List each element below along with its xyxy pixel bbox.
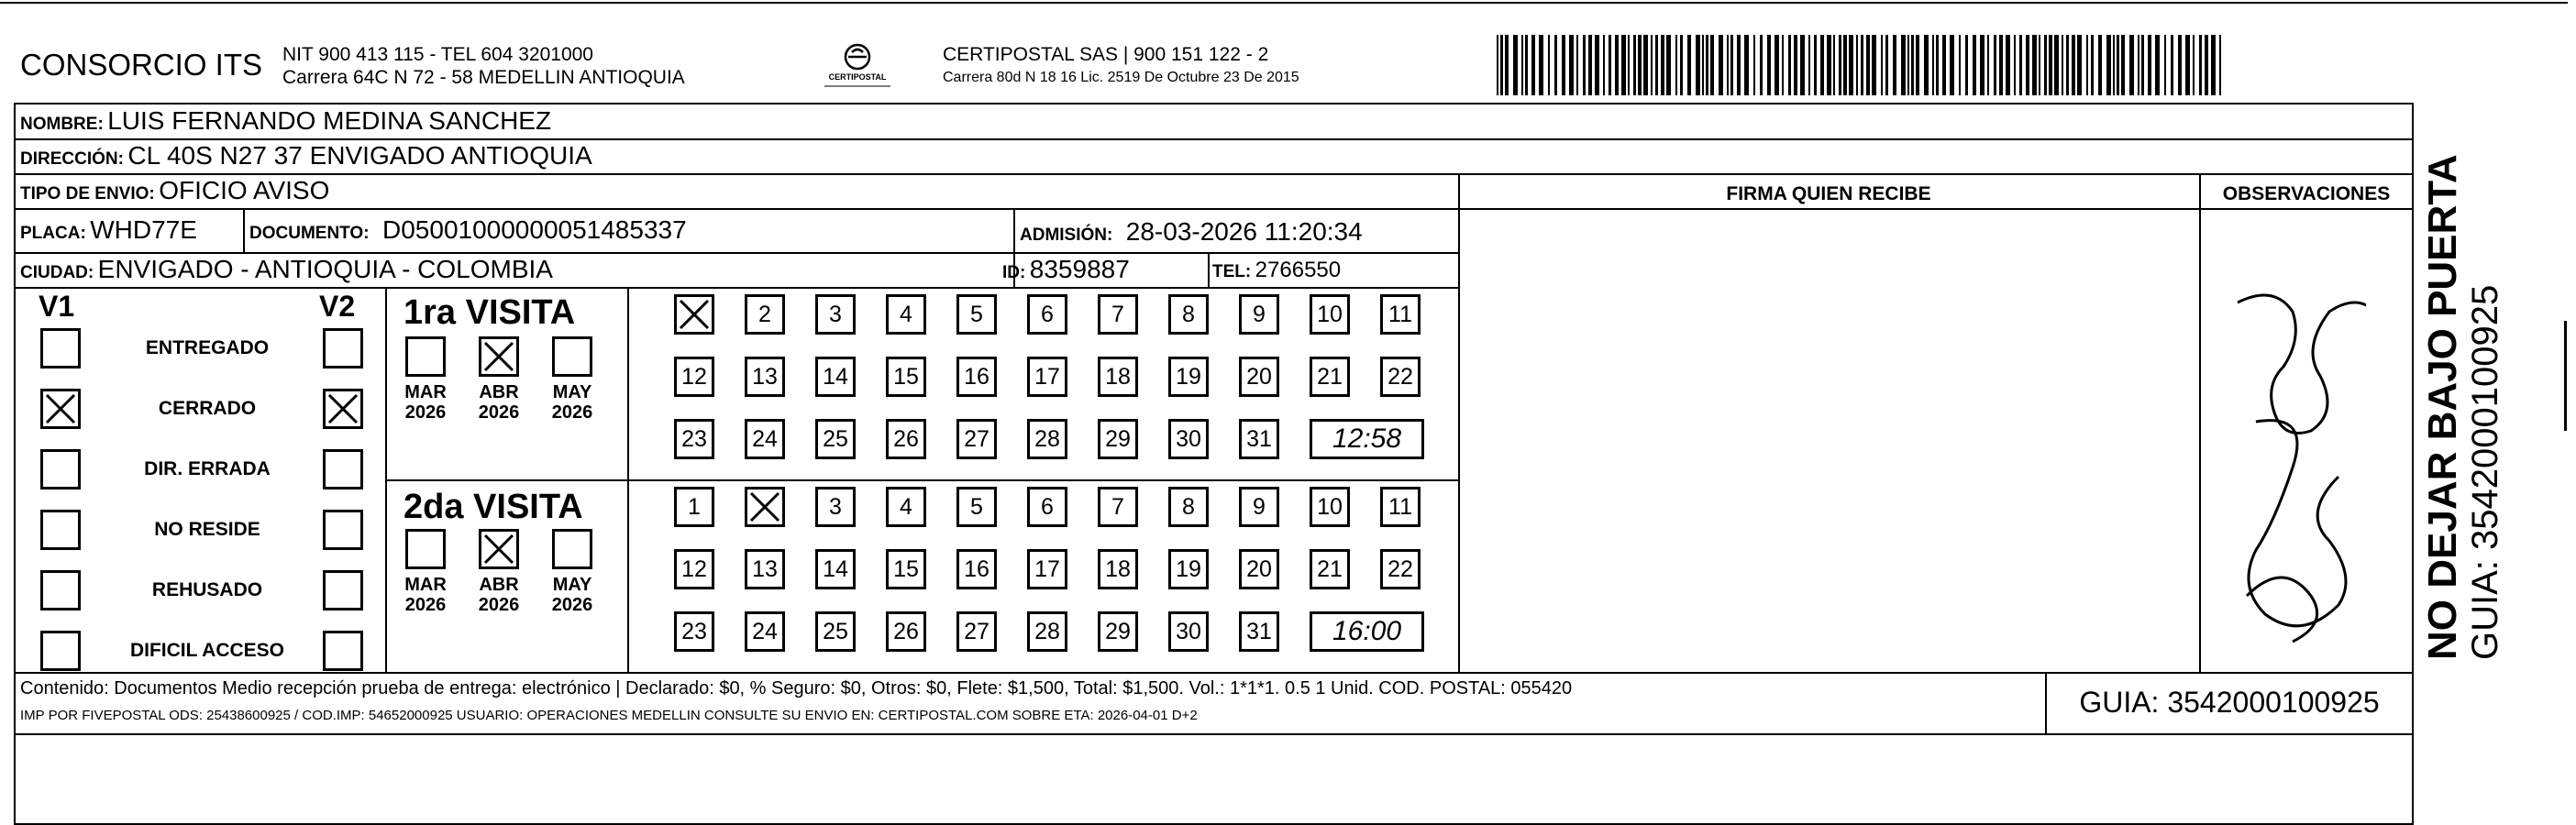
visit2-day-22[interactable]: 22 bbox=[1380, 549, 1421, 589]
visit1-month-box-0[interactable] bbox=[405, 336, 446, 377]
visit1-day-21[interactable]: 21 bbox=[1310, 357, 1350, 397]
visit2-day-28[interactable]: 28 bbox=[1027, 611, 1067, 652]
lower-frame bbox=[14, 735, 2414, 825]
status-label-4: REHUSADO bbox=[151, 579, 263, 600]
visit2-day-30[interactable]: 30 bbox=[1168, 611, 1209, 652]
ciudad-field bbox=[20, 255, 553, 284]
visit1-day-4[interactable]: 4 bbox=[886, 294, 926, 335]
visit1-day-24[interactable]: 24 bbox=[745, 419, 785, 459]
admision-field bbox=[1020, 217, 1363, 247]
visit2-title: 2da VISITA bbox=[404, 488, 583, 526]
visit1-day-7[interactable]: 7 bbox=[1098, 294, 1138, 335]
company-nit-tel: NIT 900 413 115 - TEL 604 3201000 bbox=[282, 44, 593, 65]
visit1-day-26[interactable]: 26 bbox=[886, 419, 926, 459]
visit2-day-29[interactable]: 29 bbox=[1098, 611, 1138, 652]
admision-label: ADMISIÓN: bbox=[1020, 226, 1113, 245]
visit1-day-9[interactable]: 9 bbox=[1239, 294, 1279, 335]
visit2-day-25[interactable]: 25 bbox=[815, 611, 856, 652]
ciudad-value: ENVIGADO - ANTIOQUIA - COLOMBIA bbox=[97, 255, 553, 283]
status-label-0: ENTREGADO bbox=[145, 337, 270, 358]
v2-checkbox-0[interactable] bbox=[323, 328, 363, 368]
contenido-text: Contenido: Documentos Medio recepción prueba de entrega: electrónico | Declarado: $0, % Seguro: $0, Otros: $0, Flete: $1,500, Total: $1,500. Vol.: 1*1*1. 0.5 1 Unid. COD. POSTAL: 055420 bbox=[20, 678, 1573, 698]
status-label-3: NO RESIDE bbox=[154, 519, 260, 540]
visit2-month-box-0[interactable] bbox=[405, 529, 446, 569]
visit1-month-box-1[interactable] bbox=[479, 336, 519, 377]
company-address: Carrera 64C N 72 - 58 MEDELLIN ANTIOQUIA bbox=[282, 67, 685, 88]
visit1-day-18[interactable]: 18 bbox=[1098, 357, 1138, 397]
v1-checkbox-5[interactable] bbox=[40, 631, 81, 671]
visit2-day-31[interactable]: 31 bbox=[1239, 611, 1279, 652]
observaciones-label: OBSERVACIONES bbox=[2222, 183, 2391, 204]
visit2-day-26[interactable]: 26 bbox=[886, 611, 926, 652]
visit2-day-3[interactable]: 3 bbox=[815, 487, 856, 527]
visit1-day-11[interactable]: 11 bbox=[1380, 294, 1421, 335]
v2-checkbox-2[interactable] bbox=[323, 449, 363, 490]
admision-value: 28-03-2026 11:20:34 bbox=[1125, 217, 1363, 246]
visit1-month-label-0: MAR 2026 bbox=[404, 382, 447, 423]
tel-label: TEL: bbox=[1212, 262, 1252, 281]
direccion-value: CL 40S N27 37 ENVIGADO ANTIOQUIA bbox=[127, 141, 592, 170]
visit2-month-box-1[interactable] bbox=[479, 529, 519, 569]
visit1-day-2[interactable]: 2 bbox=[745, 294, 785, 335]
visit2-month-label-1: ABR 2026 bbox=[478, 575, 520, 615]
imp-text: IMP POR FIVEPOSTAL ODS: 25438600925 / COD.IMP: 54652000925 USUARIO: OPERACIONES MEDELLIN CONSULTE SU ENVIO EN: CERTIPOSTAL.COM SOBRE ETA: 2026-04-01 D+2 bbox=[20, 708, 1198, 723]
visit1-day-30[interactable]: 30 bbox=[1168, 419, 1209, 459]
v2-checkbox-3[interactable] bbox=[323, 510, 363, 550]
tel-value: 2766550 bbox=[1255, 258, 1342, 282]
side-warning: NO DEJAR BAJO PUERTA bbox=[2420, 154, 2465, 660]
documento-field bbox=[249, 215, 687, 245]
visit2-day-13[interactable]: 13 bbox=[745, 549, 785, 589]
top-rule bbox=[0, 2, 2568, 4]
visit1-day-10[interactable]: 10 bbox=[1310, 294, 1350, 335]
visit1-day-3[interactable]: 3 bbox=[815, 294, 856, 335]
visit1-day-17[interactable]: 17 bbox=[1027, 357, 1067, 397]
v2-checkbox-4[interactable] bbox=[323, 570, 363, 610]
documento-label: DOCUMENTO: bbox=[249, 224, 370, 243]
guia-footer: GUIA: 3542000100925 bbox=[2079, 686, 2380, 719]
v2-checkbox-1[interactable] bbox=[323, 389, 363, 429]
visit2-day-10[interactable]: 10 bbox=[1310, 487, 1350, 527]
v2-checkbox-5[interactable] bbox=[323, 631, 363, 671]
visit2-time: 16:00 bbox=[1310, 611, 1424, 652]
id-label: ID: bbox=[1002, 263, 1026, 282]
visit1-day-16[interactable]: 16 bbox=[956, 357, 997, 397]
certipostal-name: CERTIPOSTAL SAS | 900 151 122 - 2 bbox=[943, 44, 1269, 65]
visit1-day-28[interactable]: 28 bbox=[1027, 419, 1067, 459]
visit2-day-16[interactable]: 16 bbox=[956, 549, 997, 589]
visit1-day-8[interactable]: 8 bbox=[1168, 294, 1209, 335]
visit1-day-29[interactable]: 29 bbox=[1098, 419, 1138, 459]
placa-field bbox=[20, 215, 197, 245]
visit1-month-box-2[interactable] bbox=[552, 336, 592, 377]
visit1-day-6[interactable]: 6 bbox=[1027, 294, 1067, 335]
visit2-day-15[interactable]: 15 bbox=[886, 549, 926, 589]
placa-label: PLACA: bbox=[20, 224, 86, 243]
visit1-day-31[interactable]: 31 bbox=[1239, 419, 1279, 459]
direccion-label: DIRECCIÓN: bbox=[20, 149, 124, 169]
side-note bbox=[2421, 147, 2505, 660]
firma-label: FIRMA QUIEN RECIBE bbox=[1726, 183, 1931, 204]
visit2-month-label-0: MAR 2026 bbox=[404, 575, 447, 615]
v2-label: V2 bbox=[319, 290, 356, 323]
visit1-day-1[interactable] bbox=[674, 294, 714, 335]
company-name: CONSORCIO ITS bbox=[20, 48, 263, 82]
visit2-day-1[interactable]: 1 bbox=[674, 487, 714, 527]
visit2-month-box-2[interactable] bbox=[552, 529, 592, 569]
status-label-2: DIR. ERRADA bbox=[144, 458, 271, 479]
visit2-day-17[interactable]: 17 bbox=[1027, 549, 1067, 589]
visit1-time: 12:58 bbox=[1310, 419, 1424, 459]
visit2-day-14[interactable]: 14 bbox=[815, 549, 856, 589]
direccion-row bbox=[20, 141, 592, 170]
v1-checkbox-0[interactable] bbox=[40, 328, 81, 368]
visit2-month-label-2: MAY 2026 bbox=[551, 575, 593, 615]
visit2-day-4[interactable]: 4 bbox=[886, 487, 926, 527]
certipostal-address: Carrera 80d N 18 16 Lic. 2519 De Octubre 23 De 2015 bbox=[943, 70, 1299, 85]
visit1-day-13[interactable]: 13 bbox=[745, 357, 785, 397]
visit1-day-14[interactable]: 14 bbox=[815, 357, 856, 397]
visit1-day-15[interactable]: 15 bbox=[886, 357, 926, 397]
visit1-title: 1ra VISITA bbox=[404, 293, 576, 332]
visit2-day-5[interactable]: 5 bbox=[956, 487, 997, 527]
status-label-1: CERRADO bbox=[158, 398, 257, 419]
barcode bbox=[1497, 35, 2227, 95]
visit1-day-5[interactable]: 5 bbox=[956, 294, 997, 335]
signature bbox=[2219, 266, 2366, 660]
v1-label: V1 bbox=[39, 290, 75, 323]
visit2-day-2[interactable] bbox=[745, 487, 785, 527]
visit1-month-label-1: ABR 2026 bbox=[478, 382, 520, 423]
visit1-day-22[interactable]: 22 bbox=[1380, 357, 1421, 397]
nombre-label: NOMBRE: bbox=[20, 115, 104, 134]
visit2-day-11[interactable]: 11 bbox=[1380, 487, 1421, 527]
visit1-day-25[interactable]: 25 bbox=[815, 419, 856, 459]
logo-text: CERTIPOSTAL bbox=[828, 72, 887, 82]
visit2-day-19[interactable]: 19 bbox=[1168, 549, 1209, 589]
v1-checkbox-2[interactable] bbox=[40, 449, 81, 490]
id-value: 8359887 bbox=[1029, 255, 1130, 283]
status-label-5: DIFICIL ACCESO bbox=[129, 640, 284, 661]
visit2-day-18[interactable]: 18 bbox=[1098, 549, 1138, 589]
visit2-day-12[interactable]: 12 bbox=[674, 549, 714, 589]
visit2-day-23[interactable]: 23 bbox=[674, 611, 714, 652]
edge-mark bbox=[2564, 321, 2567, 431]
side-guia: GUIA: 3542000100925 bbox=[2465, 284, 2505, 660]
visit1-day-12[interactable]: 12 bbox=[674, 357, 714, 397]
visit2-day-20[interactable]: 20 bbox=[1239, 549, 1279, 589]
visit2-day-27[interactable]: 27 bbox=[956, 611, 997, 652]
tipo-label: TIPO DE ENVIO: bbox=[20, 184, 155, 204]
id-field bbox=[1002, 255, 1130, 284]
v1-checkbox-1[interactable] bbox=[40, 389, 81, 429]
visit2-day-6[interactable]: 6 bbox=[1027, 487, 1067, 527]
visit2-day-7[interactable]: 7 bbox=[1098, 487, 1138, 527]
tipo-row bbox=[20, 176, 329, 205]
v1-checkbox-4[interactable] bbox=[40, 570, 81, 610]
documento-value: D05001000000051485337 bbox=[382, 215, 687, 244]
visit1-day-27[interactable]: 27 bbox=[956, 419, 997, 459]
visit1-month-label-2: MAY 2026 bbox=[551, 382, 593, 423]
certipostal-logo bbox=[821, 40, 894, 94]
ciudad-label: CIUDAD: bbox=[20, 263, 94, 282]
visit1-day-19[interactable]: 19 bbox=[1168, 357, 1209, 397]
visit2-day-24[interactable]: 24 bbox=[745, 611, 785, 652]
visit2-day-21[interactable]: 21 bbox=[1310, 549, 1350, 589]
tel-field bbox=[1212, 258, 1341, 283]
visit2-day-9[interactable]: 9 bbox=[1239, 487, 1279, 527]
placa-value: WHD77E bbox=[90, 215, 197, 244]
tipo-value: OFICIO AVISO bbox=[159, 176, 330, 204]
nombre-value: LUIS FERNANDO MEDINA SANCHEZ bbox=[107, 106, 552, 135]
v1-checkbox-3[interactable] bbox=[40, 510, 81, 550]
visit1-day-23[interactable]: 23 bbox=[674, 419, 714, 459]
nombre-row bbox=[20, 106, 551, 136]
visit1-day-20[interactable]: 20 bbox=[1239, 357, 1279, 397]
visit2-day-8[interactable]: 8 bbox=[1168, 487, 1209, 527]
